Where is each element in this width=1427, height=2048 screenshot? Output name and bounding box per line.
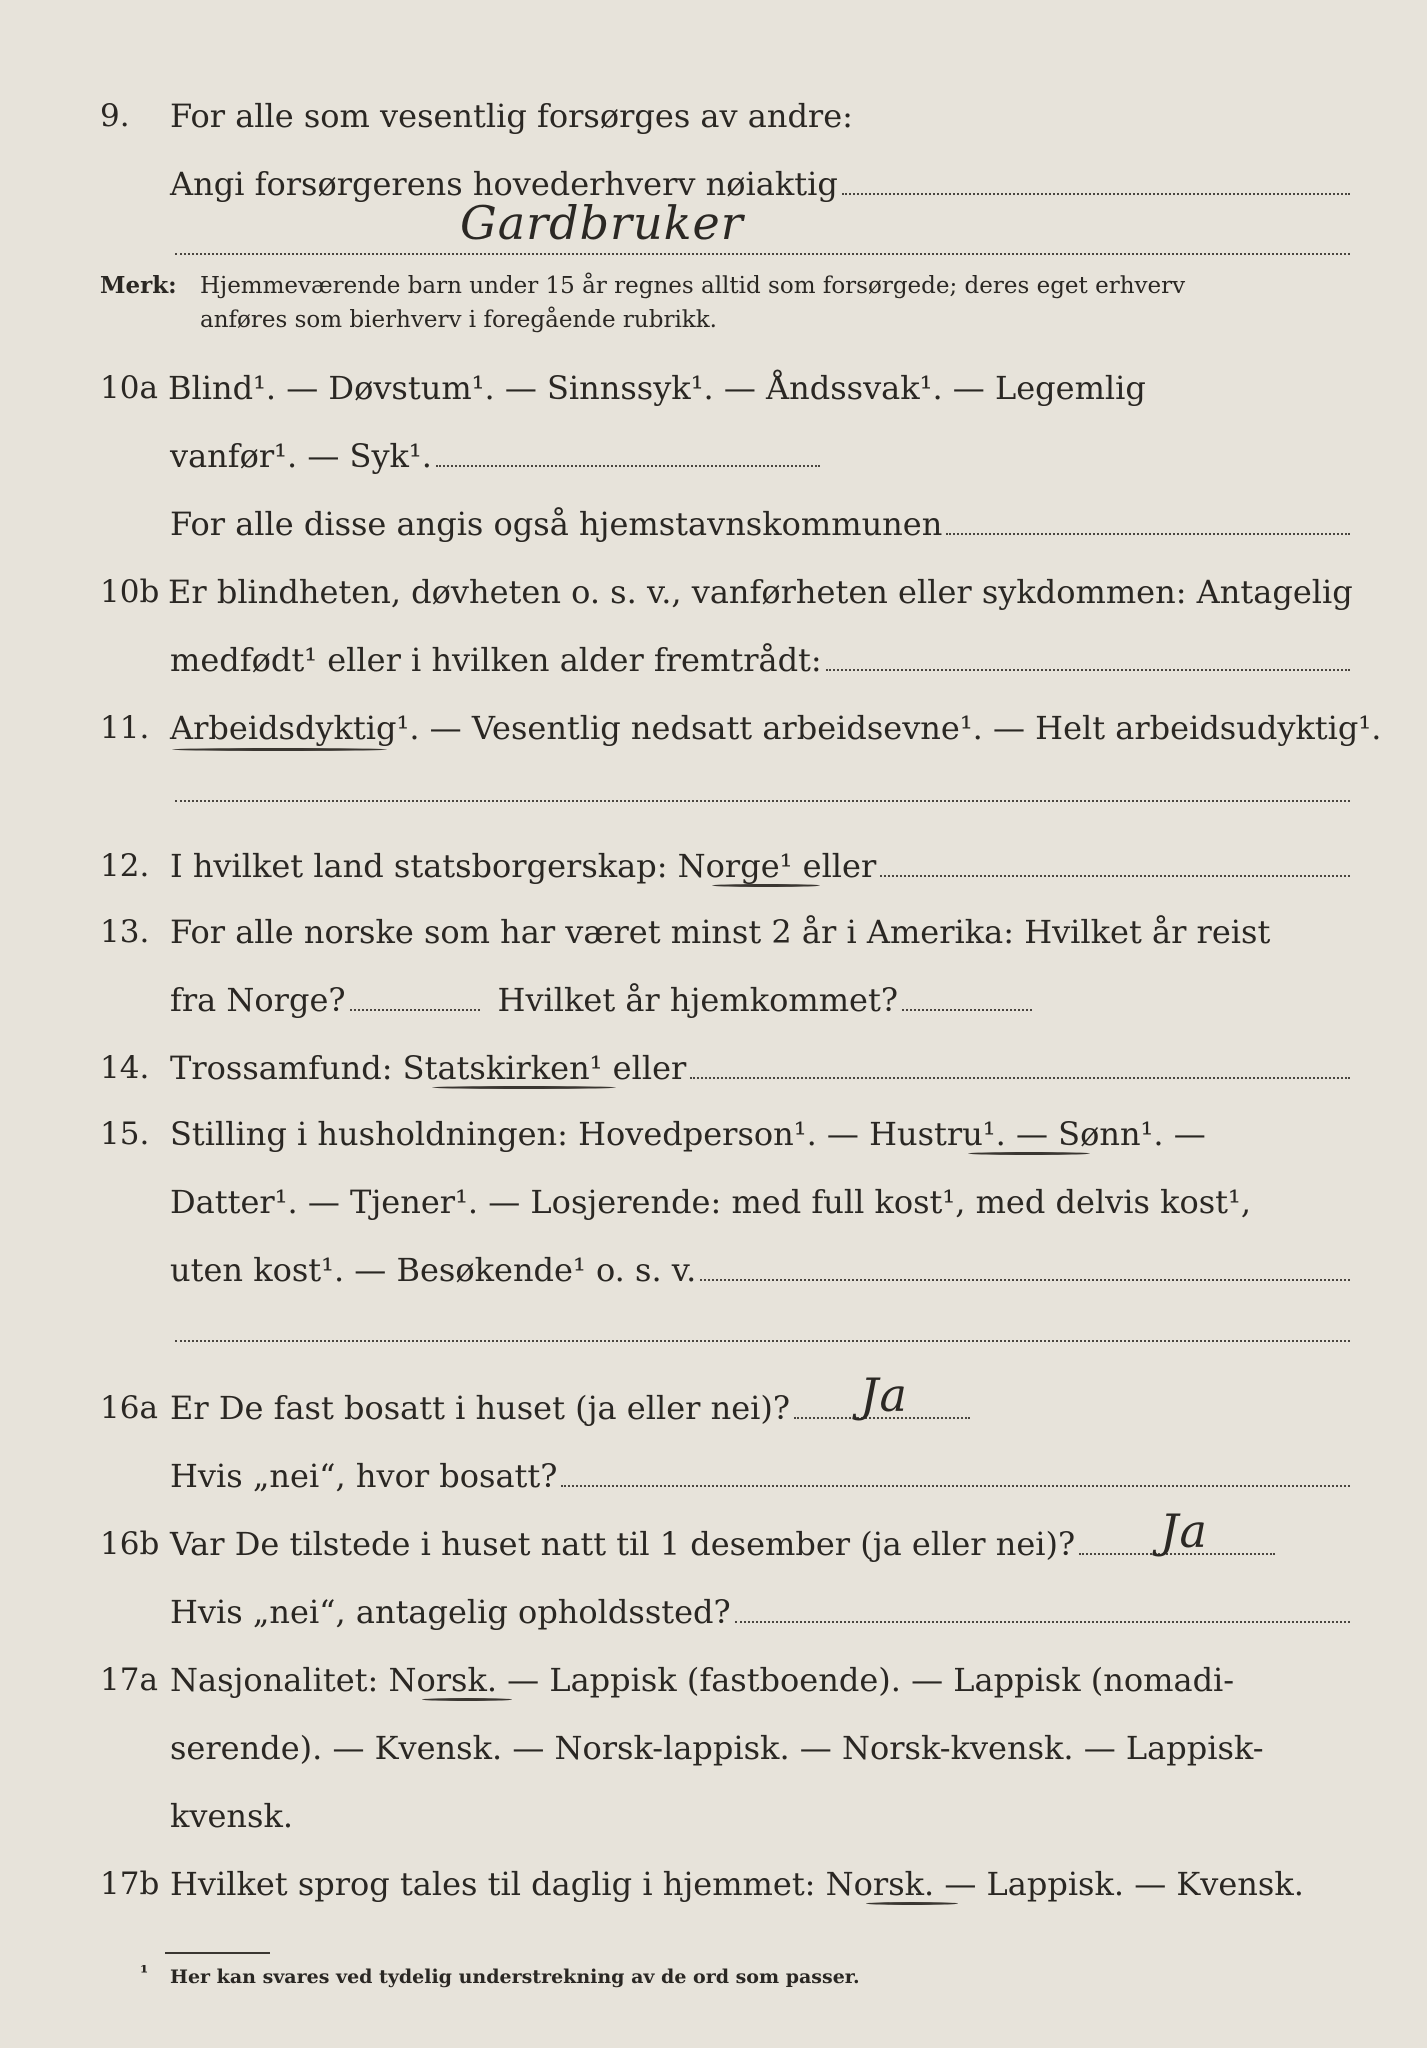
q14-number: 14. [100,1050,150,1086]
q15-text-2: Datter¹. — Tjener¹. — Losjerende: med full kost¹, med delvis kost¹, [170,1183,1252,1221]
q9-handwritten-answer: Gardbruker [460,196,744,250]
q14-underline-statskirken [432,1086,616,1089]
q16a-handwritten-answer: Ja [860,1368,908,1422]
q11-answer-field[interactable] [175,800,1350,802]
q17b-line-1 [170,1862,1304,1906]
q13-text-2b: Hvilket år hjemkommet? [497,981,898,1019]
q10a-line-2 [170,434,820,478]
q10a-number: 10a [100,370,158,406]
q13-reist-field[interactable] [350,981,480,1011]
merk-label: Merk: [100,272,177,299]
q17a-row-2 [0,1720,1427,1776]
q16b-row-2 [0,1584,1427,1640]
q9-number: 9. [100,98,130,134]
q9-answer-field-2[interactable] [175,253,1350,255]
q10b-number: 10b [100,574,160,610]
q13-number: 13. [100,914,150,950]
q10a-row-3 [0,496,1427,552]
q16a-line-2 [170,1454,1350,1498]
q10b-line-1 [168,570,1353,614]
q15-line-2 [170,1180,1251,1224]
q15-row-2 [0,1174,1427,1230]
q15-answer-field-1[interactable] [700,1251,1350,1281]
q16b-handwritten-answer: Ja [1160,1504,1208,1558]
q10b-answer-field[interactable] [826,641,1350,671]
q15-text-1: Stilling i husholdningen: Hovedperson¹. — Hustru¹. — Sønn¹. — [170,1115,1206,1153]
q17a-line-2 [170,1726,1264,1770]
q12-line-1 [170,844,1350,888]
q16a-line-1 [170,1386,970,1430]
q10b-row-2 [0,632,1427,688]
q11-line-1 [170,706,1381,750]
q12-underline-norge [712,884,820,887]
q12-text-1: I hvilket land statsborgerskap: Norge¹ eller [170,847,877,885]
q17a-line-1 [170,1658,1234,1702]
q10a-text-2: vanfør¹. — Syk¹. [170,437,432,475]
q10b-line-2 [170,638,1350,682]
q10b-text-1: Er blindheten, døvheten o. s. v., vanførheten eller sykdommen: Antagelig [168,573,1353,611]
q16a-bosatt-field[interactable] [561,1457,1350,1487]
q16b-opholdssted-field[interactable] [735,1593,1350,1623]
q15-line-3 [170,1248,1350,1292]
q16b-number: 16b [100,1526,160,1562]
q16a-row-1 [0,1380,1427,1436]
merk-text-2: anføres som bierhverv i foregående rubrikk. [200,307,717,333]
q13-row-2 [0,972,1427,1028]
q16b-line-1 [170,1522,1275,1566]
q16b-line-2 [170,1590,1350,1634]
q17b-row-1 [0,1856,1427,1912]
q10a-text-3: For alle disse angis også hjemstavnskommunen [170,505,943,543]
q13-row-1 [0,904,1427,960]
q17a-row-3 [0,1788,1427,1844]
q9-text-2: Angi forsørgerens hovederhverv nøiaktig [170,165,838,203]
q16b-row-1 [0,1516,1427,1572]
q15-underline-hustru [968,1152,1090,1155]
q13-hjemkommet-field[interactable] [902,981,1032,1011]
q14-text-1: Trossamfund: Statskirken¹ eller [170,1049,687,1087]
q14-line-1 [170,1046,1350,1090]
footnote-mark: ¹ [140,1962,149,1984]
merk-text-1: Hjemmeværende barn under 15 år regnes alltid som forsørgede; deres eget erhverv [200,273,1186,299]
q14-row-1 [0,1040,1427,1096]
q15-line-1 [170,1112,1206,1156]
q11-text-1: Arbeidsdyktig¹. — Vesentlig nedsatt arbeidsevne¹. — Helt arbeidsudyktig¹. [170,709,1382,747]
q16a-text-2: Hvis „nei“, hvor bosatt? [170,1457,558,1495]
q15-answer-field-2[interactable] [175,1340,1350,1342]
q16a-number: 16a [100,1390,158,1426]
q17a-number: 17a [100,1662,158,1698]
q10a-row-1 [0,360,1427,416]
footnote-text: Her kan svares ved tydelig understrekning av de ord som passer. [170,1966,860,1988]
q17a-underline-norsk [422,1698,512,1701]
q10a-text-1: Blind¹. — Døvstum¹. — Sinnssyk¹. — Åndssvak¹. — Legemlig [168,369,1146,407]
q11-underline-arbeidsdyktig [172,748,387,751]
q13-text-2a: fra Norge? [170,981,346,1019]
q17a-line-3 [170,1794,293,1838]
footnote-rule [165,1952,270,1954]
q13-line-1 [170,910,1270,954]
q16b-text-2: Hvis „nei“, antagelig opholdssted? [170,1593,731,1631]
q12-answer-field[interactable] [880,847,1350,877]
q10a-answer-field[interactable] [436,437,820,467]
q10a-hjemstavn-field[interactable] [946,505,1350,535]
q10a-row-2 [0,428,1427,484]
q17a-row-1 [0,1652,1427,1708]
q12-number: 12. [100,848,150,884]
q17b-underline-norsk [866,1902,958,1905]
q10a-line-1 [168,366,1146,410]
q9-line-1 [170,94,853,138]
q16a-row-2 [0,1448,1427,1504]
q10b-text-2: medfødt¹ eller i hvilken alder fremtrådt: [170,641,822,679]
q9-text-1: For alle som vesentlig forsørges av andre: [170,97,853,135]
q11-number: 11. [100,710,150,746]
q13-line-2 [170,978,1170,1022]
q15-row-3 [0,1242,1427,1298]
q17a-text-3: kvensk. [170,1797,293,1835]
q15-number: 15. [100,1116,150,1152]
q10b-row-1 [0,564,1427,620]
q17a-text-1: Nasjonalitet: Norsk. — Lappisk (fastboende). — Lappisk (nomadi- [170,1661,1235,1699]
q16a-text-1: Er De fast bosatt i huset (ja eller nei)? [170,1389,791,1427]
q17b-text-1: Hvilket sprog tales til daglig i hjemmet: Norsk. — Lappisk. — Kvensk. [170,1865,1304,1903]
q14-answer-field[interactable] [690,1049,1350,1079]
q13-text-1: For alle norske som har været minst 2 år i Amerika: Hvilket år reist [170,913,1271,951]
q9-row-1 [0,88,1427,144]
q9-line-2 [170,162,1350,206]
q10a-line-3 [170,502,1350,546]
q15-text-3: uten kost¹. — Besøkende¹ o. s. v. [170,1251,697,1289]
q15-row-1 [0,1106,1427,1162]
q9-answer-field-1[interactable] [842,165,1350,195]
q17a-text-2: serende). — Kvensk. — Norsk-lappisk. — Norsk-kvensk. — Lappisk- [170,1729,1264,1767]
q17b-number: 17b [100,1866,160,1902]
q16b-text-1: Var De tilstede i huset natt til 1 desember (ja eller nei)? [170,1525,1076,1563]
